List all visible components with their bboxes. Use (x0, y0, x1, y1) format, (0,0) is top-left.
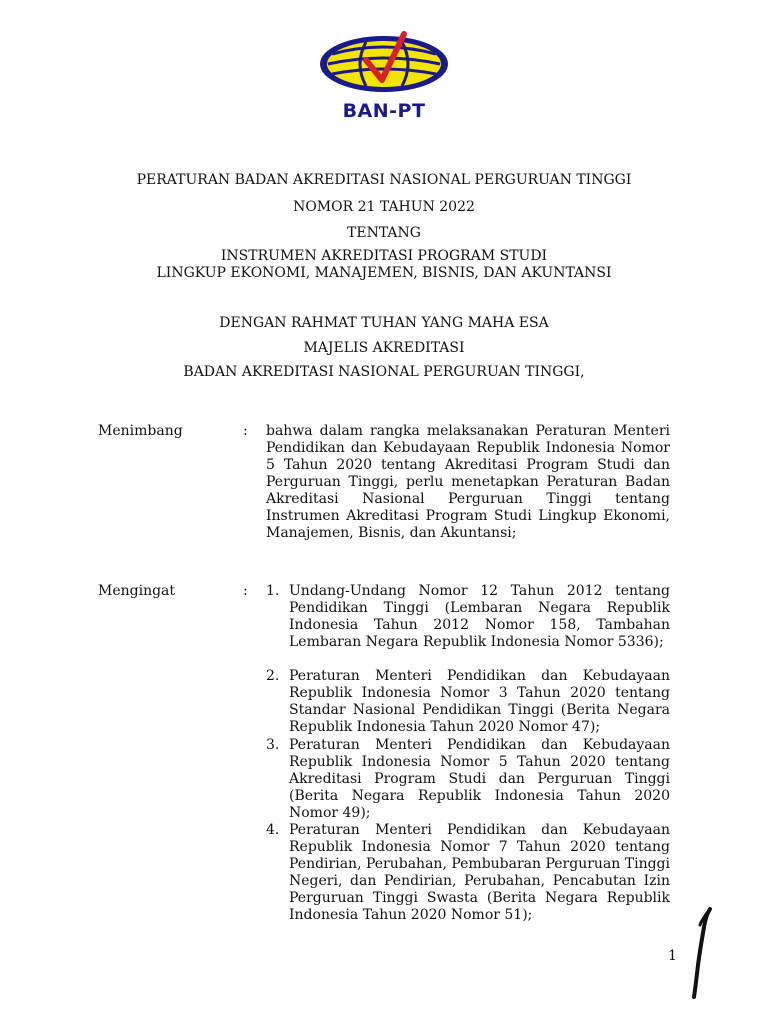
handwritten-initial-mark (680, 905, 720, 1000)
page-number: 1 (668, 948, 677, 964)
list-item-number: 1. (266, 583, 280, 599)
logo-text: BAN-PT (342, 100, 426, 122)
list-item: Undang-Undang Nomor 12 Tahun 2012 tentang Pendidikan Tinggi (Lembaran Negara Republik Indonesia Tahun 2012 Nomor 158, Tambahan Lembaran Negara Republik Indonesia Nomor 5336); (289, 583, 670, 650)
preamble-line3: BADAN AKREDITASI NASIONAL PERGURUAN TINGGI, (183, 364, 585, 380)
ban-pt-logo (314, 30, 454, 125)
list-item-number: 3. (266, 737, 280, 753)
mengingat-colon: : (243, 583, 248, 599)
regulation-title: PERATURAN BADAN AKREDITASI NASIONAL PERGURUAN TINGGI (136, 172, 632, 188)
list-item: Peraturan Menteri Pendidikan dan Kebudayaan Republik Indonesia Nomor 3 Tahun 2020 tentang Standar Nasional Pendidikan Tinggi (Berita Negara Republik Indonesia Tahun 2020 Nomor 47); (289, 668, 670, 735)
preamble-line1: DENGAN RAHMAT TUHAN YANG MAHA ESA (219, 315, 549, 331)
list-item-number: 4. (266, 822, 280, 838)
mengingat-label: Mengingat (98, 583, 176, 599)
list-item: Peraturan Menteri Pendidikan dan Kebudayaan Republik Indonesia Nomor 5 Tahun 2020 tentang Akreditasi Program Studi dan Perguruan Tinggi (Berita Negara Republik Indonesia Tahun 2020 Nomor 49); (289, 737, 670, 821)
menimbang-label: Menimbang (98, 423, 183, 439)
regulation-subject-line2: LINGKUP EKONOMI, MANAJEMEN, BISNIS, DAN AKUNTANSI (156, 265, 612, 281)
preamble-line2: MAJELIS AKREDITASI (303, 340, 465, 356)
menimbang-colon: : (243, 423, 248, 439)
list-item: Peraturan Menteri Pendidikan dan Kebudayaan Republik Indonesia Nomor 7 Tahun 2020 tentang Pendirian, Perubahan, Pembubaran Perguruan Tinggi Negeri, dan Pendirian, Perubahan, Pencabutan Izin Perguruan Tinggi Swasta (Berita Negara Republik Indonesia Tahun 2020 Nomor 51); (289, 822, 670, 923)
list-item-number: 2. (266, 668, 280, 684)
regulation-number: NOMOR 21 TAHUN 2022 (293, 199, 475, 215)
regulation-tentang: TENTANG (347, 225, 421, 241)
globe-check-icon (314, 30, 454, 100)
menimbang-text: bahwa dalam rangka melaksanakan Peraturan Menteri Pendidikan dan Kebudayaan Republik Indonesia Nomor 5 Tahun 2020 tentang Akreditasi Program Studi dan Perguruan Tinggi, perlu menetapkan Peraturan Badan Akreditasi Nasional Perguruan Tinggi tentang Instrumen Akreditasi Program Studi Lingkup Ekonomi, Manajemen, Bisnis, dan Akuntansi; (266, 423, 670, 541)
regulation-subject-line1: INSTRUMEN AKREDITASI PROGRAM STUDI (220, 248, 548, 264)
